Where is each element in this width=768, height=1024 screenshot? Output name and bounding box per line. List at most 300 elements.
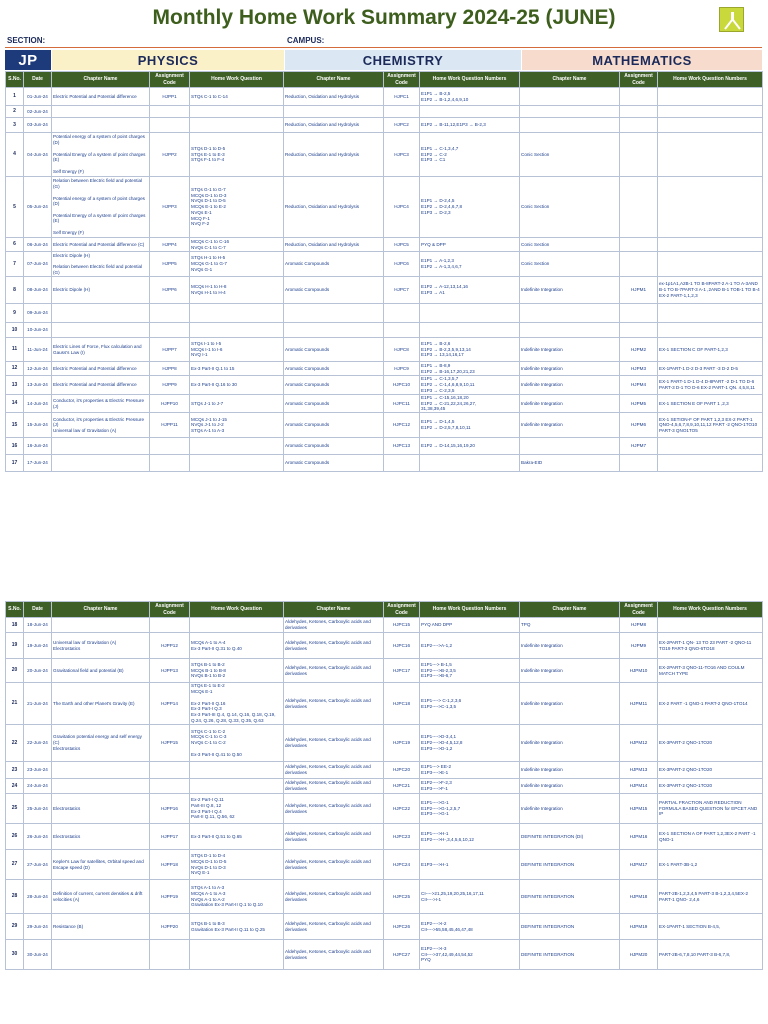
chemistry-code: HJPC26 xyxy=(384,914,420,940)
math-code: HJPM5 xyxy=(620,395,658,413)
chemistry-chapter xyxy=(284,323,384,338)
math-code: HJPM7 xyxy=(620,438,658,455)
math-homework: EX-2PART-1 QN- 13 TO 23 PART -2 QNO-11 TO19 PART-3 QNO-6TO18 xyxy=(658,633,763,659)
column-header: S.No. xyxy=(6,602,24,618)
math-homework: PARTIAL FRACTION AND REDUCTION FORMULA BASED QUESTION for EPCET AND IP xyxy=(658,794,763,824)
math-code: HJPM12 xyxy=(620,725,658,762)
column-header: Chapter Name xyxy=(284,72,384,88)
math-chapter: TPQ xyxy=(520,618,620,633)
table-row xyxy=(6,395,763,413)
math-homework: PART-2B-1,2,3,4,5 PART-3 B-1,2,3,4,5EX-2 PART-1 QNO- 2,4,6 xyxy=(658,880,763,914)
serial-number: 1 xyxy=(6,88,24,106)
chemistry-code: HJPC23 xyxy=(384,824,420,850)
chemistry-chapter: Aromatic Compounds xyxy=(284,395,384,413)
date-cell: 08-Jun-24 xyxy=(24,277,52,304)
page-title: Monthly Home Work Summary 2024-25 (JUNE) xyxy=(152,6,616,29)
column-header: Date xyxy=(24,72,52,88)
serial-number: 5 xyxy=(6,177,24,238)
physics-code: HJPP5 xyxy=(150,252,190,277)
chemistry-code: HJPC24 xyxy=(384,850,420,880)
physics-chapter: Electric Potential and Potential difference xyxy=(52,88,150,106)
math-homework xyxy=(658,88,763,106)
serial-number: 30 xyxy=(6,940,24,970)
physics-chapter xyxy=(52,762,150,779)
serial-number: 16 xyxy=(6,438,24,455)
table-row xyxy=(6,376,763,395)
table-row xyxy=(6,177,763,238)
serial-number: 22 xyxy=(6,725,24,762)
physics-homework xyxy=(190,323,284,338)
column-header: Date xyxy=(24,602,52,618)
serial-number: 12 xyxy=(6,362,24,376)
chemistry-homework: E1P2 → A-12,13,14,16 E1P3 → A1 xyxy=(420,277,520,304)
physics-chapter xyxy=(52,323,150,338)
physics-code: HJPP13 xyxy=(150,659,190,683)
chemistry-code: HJPC20 xyxy=(384,762,420,779)
serial-number: 9 xyxy=(6,304,24,323)
table-header-row xyxy=(6,602,763,618)
physics-homework: MCQs H-1 to H-8 NVQs H-1 to H-4 xyxy=(190,277,284,304)
column-header: Home Work Question Numbers xyxy=(658,602,763,618)
chemistry-code: HJPC2 xyxy=(384,118,420,133)
chemistry-chapter: Aldehydes, Ketones, Carboxylic acids and derivatives xyxy=(284,914,384,940)
date-cell: 23-Jun-24 xyxy=(24,762,52,779)
date-cell: 21-Jun-24 xyxy=(24,683,52,725)
math-code: HJPM13 xyxy=(620,762,658,779)
math-homework: EX-3PART-2 QNO-1TO20 xyxy=(658,725,763,762)
date-cell: 03-Jun-24 xyxy=(24,118,52,133)
math-code: HJPM18 xyxy=(620,880,658,914)
date-cell: 09-Jun-24 xyxy=(24,304,52,323)
chemistry-code: HJPC3 xyxy=(384,133,420,177)
chemistry-homework: E1P1 → C-1,3,5,7 E1P2 → C-1,4,6,8,9,10,11 E1P3 → C-2,3,5 xyxy=(420,376,520,395)
chemistry-homework: E1P1---->D-3,4,1 E1P2---->D-4,5,12,8 E1P3---->D-1,2 xyxy=(420,725,520,762)
chemistry-homework: CI---->21,25,19,20,25,16,17,11 CII---->I-1 xyxy=(420,880,520,914)
chemistry-homework xyxy=(420,304,520,323)
serial-number: 4 xyxy=(6,133,24,177)
jp-badge: JP xyxy=(5,50,51,70)
math-code: HJPM17 xyxy=(620,850,658,880)
chemistry-code: HJPC16 xyxy=(384,633,420,659)
date-cell: 16-Jun-24 xyxy=(24,438,52,455)
chemistry-chapter: Aldehydes, Ketones, Carboxylic acids and derivatives xyxy=(284,725,384,762)
column-header: Assignment Code xyxy=(384,602,420,618)
table-row xyxy=(6,238,763,252)
math-chapter: DEFINITE INTEGRATION xyxy=(520,880,620,914)
math-code xyxy=(620,304,658,323)
physics-code: HJPP14 xyxy=(150,683,190,725)
serial-number: 10 xyxy=(6,323,24,338)
math-code xyxy=(620,133,658,177)
chemistry-chapter: Aldehydes, Ketones, Carboxylic acids and derivatives xyxy=(284,618,384,633)
math-chapter: Indefinite Integration xyxy=(520,395,620,413)
chemistry-chapter: Reduction, Oxidation and Hydrolysis xyxy=(284,238,384,252)
math-code xyxy=(620,252,658,277)
chemistry-code xyxy=(384,323,420,338)
chemistry-chapter: Aldehydes, Ketones, Carboxylic acids and derivatives xyxy=(284,633,384,659)
chemistry-code: HJPC25 xyxy=(384,880,420,914)
math-homework: PART-2B-6,7,8,10 PART-3 B-6,7,8, xyxy=(658,940,763,970)
date-cell: 10-Jun-24 xyxy=(24,323,52,338)
physics-chapter xyxy=(52,106,150,118)
math-code: HJPM8 xyxy=(620,618,658,633)
math-chapter: Indefinite Integration xyxy=(520,762,620,779)
chemistry-homework: E1P1 → B-2,5 E1P2 → B-1,2,4,6,9,10 xyxy=(420,88,520,106)
date-cell: 11-Jun-24 xyxy=(24,338,52,362)
table-row xyxy=(6,633,763,659)
physics-code xyxy=(150,455,190,472)
table-row xyxy=(6,413,763,438)
table-row xyxy=(6,794,763,824)
table-row xyxy=(6,362,763,376)
physics-homework: Ex-2 Part-I Q.11 Part-III Q.8, 12 Ex-3 Part-I Q.4 Part-II Q.11, Q.56, 62 xyxy=(190,794,284,824)
physics-homework: Ex-3 Part-II Q.16 to 30 xyxy=(190,376,284,395)
table-header-row xyxy=(6,72,763,88)
math-homework xyxy=(658,438,763,455)
serial-number: 23 xyxy=(6,762,24,779)
chemistry-chapter xyxy=(284,304,384,323)
serial-number: 18 xyxy=(6,618,24,633)
physics-code: HJPP6 xyxy=(150,277,190,304)
physics-homework xyxy=(190,118,284,133)
chemistry-chapter: Reduction, Oxidation and Hydrolysis xyxy=(284,133,384,177)
physics-code: HJPP1 xyxy=(150,88,190,106)
table-row xyxy=(6,850,763,880)
math-homework: EX-2 PART -1 QNO-1 PART-2 QNO-1TO14 xyxy=(658,683,763,725)
column-header: Assignment Code xyxy=(150,602,190,618)
serial-number: 15 xyxy=(6,413,24,438)
chemistry-homework: E1P1 → D-2,4,5 E1P2 → D-2,4,6,7,8 E1P3 → D-2,3 xyxy=(420,177,520,238)
physics-homework xyxy=(190,762,284,779)
table-row xyxy=(6,118,763,133)
physics-chapter: Kepler's Law for satellites, Orbital speed and Escape speed (D) xyxy=(52,850,150,880)
chemistry-homework: E1P1 → B-2,6 E1P2 → B-2,3,5,9,13,14 E1P3 → 13,14,16,17 xyxy=(420,338,520,362)
math-chapter: Conic Section xyxy=(520,133,620,177)
date-cell: 27-Jun-24 xyxy=(24,850,52,880)
serial-number: 28 xyxy=(6,880,24,914)
chemistry-chapter: Aldehydes, Ketones, Carboxylic acids and derivatives xyxy=(284,683,384,725)
table-row xyxy=(6,725,763,762)
physics-chapter: Electrostatics xyxy=(52,794,150,824)
column-header: Assignment Code xyxy=(620,72,658,88)
chemistry-code: HJPC10 xyxy=(384,376,420,395)
physics-chapter xyxy=(52,940,150,970)
math-chapter: Indefinite Integration xyxy=(520,725,620,762)
chemistry-code: HJPC27 xyxy=(384,940,420,970)
physics-code: HJPP8 xyxy=(150,362,190,376)
column-header: Home Work Question Numbers xyxy=(658,72,763,88)
math-chapter xyxy=(520,118,620,133)
physics-homework xyxy=(190,940,284,970)
physics-homework: STQs E-1 to E-2 MCQs E-1 Ex-2 Part-II Q.16 Ex-3 Part-I Q.3 Ex-3 Part-III Q.4, Q.14, Q.16, Q.18, Q.19, Q.24, Q.26, Q.28, Q.33, Q.35, Q.63 xyxy=(190,683,284,725)
chemistry-code: HJPC17 xyxy=(384,659,420,683)
math-homework: EX-2PART-3 QNO-11-TO16 AND COULM MATCH TYPE xyxy=(658,659,763,683)
chemistry-homework: PYQ & DPP xyxy=(420,238,520,252)
serial-number: 20 xyxy=(6,659,24,683)
chemistry-code: HJPC15 xyxy=(384,618,420,633)
serial-number: 26 xyxy=(6,824,24,850)
chemistry-code: HJPC19 xyxy=(384,725,420,762)
physics-homework: STQs B-1 to B-2 MCQs B-1 to B-8 NVQs B-1 to B-2 xyxy=(190,659,284,683)
table-row xyxy=(6,106,763,118)
math-chapter xyxy=(520,106,620,118)
physics-code xyxy=(150,779,190,794)
subject-header-row xyxy=(5,50,762,70)
chemistry-code: HJPC21 xyxy=(384,779,420,794)
date-cell: 26-Jun-24 xyxy=(24,824,52,850)
column-header: S.No. xyxy=(6,72,24,88)
chemistry-homework: E1P1---> EE-2 E1P3---->E-1 xyxy=(420,762,520,779)
chemistry-chapter: Aldehydes, Ketones, Carboxylic acids and derivatives xyxy=(284,880,384,914)
math-chapter: Indefinite Integration xyxy=(520,633,620,659)
column-header: Home Work Question xyxy=(190,72,284,88)
chemistry-chapter: Aldehydes, Ketones, Carboxylic acids and derivatives xyxy=(284,850,384,880)
math-homework: ex-1p1A1,A2B-1 TO B-8PART-2 A-1 TO A-3AND B-1 TO B-7PART-3 A-1 ,2AND B-1 TOB-1 TO B-4 EX-2 PART-1,1,2,3 xyxy=(658,277,763,304)
math-homework: EX-1 PART-3B-1,2 xyxy=(658,850,763,880)
chemistry-homework: E1P1 → A-1,2,3 E1P2 → A-1,3,4,6,7 xyxy=(420,252,520,277)
physics-homework: STQs A-1 to A-3 MCQs A-1 to A-3 NVQs A-1 to A-2 Gravitation Ex-3 Part-II Q.1 to Q.10 xyxy=(190,880,284,914)
physics-chapter: Electric Dipole (H) xyxy=(52,277,150,304)
date-cell: 12-Jun-24 xyxy=(24,362,52,376)
chemistry-chapter: Aldehydes, Ketones, Carboxylic acids and derivatives xyxy=(284,779,384,794)
math-homework xyxy=(658,252,763,277)
column-header: Home Work Question xyxy=(190,602,284,618)
math-chapter xyxy=(520,438,620,455)
table-row xyxy=(6,252,763,277)
math-homework xyxy=(658,118,763,133)
column-header: Assignment Code xyxy=(620,602,658,618)
table-row xyxy=(6,304,763,323)
physics-chapter: Gravitational field and potential (B) xyxy=(52,659,150,683)
chemistry-heading: CHEMISTRY xyxy=(285,50,521,70)
chemistry-code: HJPC18 xyxy=(384,683,420,725)
physics-code: HJPP12 xyxy=(150,633,190,659)
chemistry-chapter: Aldehydes, Ketones, Carboxylic acids and derivatives xyxy=(284,940,384,970)
chemistry-chapter xyxy=(284,106,384,118)
table-row xyxy=(6,133,763,177)
physics-chapter xyxy=(52,118,150,133)
physics-chapter xyxy=(52,438,150,455)
physics-code xyxy=(150,118,190,133)
campus-label: CAMPUS: xyxy=(287,36,325,45)
serial-number: 11 xyxy=(6,338,24,362)
math-chapter: Conic Section xyxy=(520,177,620,238)
serial-number: 29 xyxy=(6,914,24,940)
serial-number: 7 xyxy=(6,252,24,277)
math-homework xyxy=(658,238,763,252)
math-homework xyxy=(658,133,763,177)
chemistry-homework: E1P3---->H-1 xyxy=(420,850,520,880)
date-cell: 06-Jun-24 xyxy=(24,238,52,252)
physics-homework xyxy=(190,455,284,472)
chemistry-chapter: Aldehydes, Ketones, Carboxylic acids and derivatives xyxy=(284,762,384,779)
physics-code xyxy=(150,323,190,338)
math-code xyxy=(620,455,658,472)
physics-chapter: Electric Potential and Potential difference xyxy=(52,362,150,376)
math-homework: EX-1 PART-1 D-1 D-4 D-8PART -2 D-1 TO D-6 PART-3 D-1 TO D-6 EX-2 PART-1 QN. 4,5,8,11 xyxy=(658,376,763,395)
date-cell: 22-Jun-24 xyxy=(24,725,52,762)
physics-homework: STQs C-1 to C-2 MCQs C-1 to C-3 NVQs C-1 to C-2 Ex-3 Part-II Q.41 to Q.50 xyxy=(190,725,284,762)
date-cell: 25-Jun-24 xyxy=(24,794,52,824)
homework-table-part2 xyxy=(5,601,763,970)
table-row xyxy=(6,618,763,633)
chemistry-chapter: Aromatic Compounds xyxy=(284,362,384,376)
column-header: Assignment Code xyxy=(384,72,420,88)
math-code: HJPM11 xyxy=(620,683,658,725)
math-chapter: DEFINITE INTEGRATION xyxy=(520,914,620,940)
chemistry-code: HJPC6 xyxy=(384,252,420,277)
physics-code xyxy=(150,304,190,323)
chemistry-chapter: Aldehydes, Ketones, Carboxylic acids and derivatives xyxy=(284,659,384,683)
date-cell: 15-Jun-24 xyxy=(24,413,52,438)
math-homework: EX-1 SETION-F OF PART 1,2,3 EX-2 PART-1 QNO-4,5,6,7,8,9,10,11,12 PART -2 QNO-1TO10 PART-3 QNO1TO5 xyxy=(658,413,763,438)
math-code: HJPM9 xyxy=(620,633,658,659)
date-cell: 13-Jun-24 xyxy=(24,376,52,395)
physics-code xyxy=(150,762,190,779)
physics-code: HJPP10 xyxy=(150,395,190,413)
physics-code: HJPP16 xyxy=(150,794,190,824)
chemistry-chapter: Aldehydes, Ketones, Carboxylic acids and derivatives xyxy=(284,794,384,824)
physics-code: HJPP9 xyxy=(150,376,190,395)
table-row xyxy=(6,88,763,106)
date-cell: 14-Jun-24 xyxy=(24,395,52,413)
date-cell: 05-Jun-24 xyxy=(24,177,52,238)
date-cell: 20-Jun-24 xyxy=(24,659,52,683)
math-code xyxy=(620,323,658,338)
chemistry-chapter: Reduction, Oxidation and Hydrolysis xyxy=(284,88,384,106)
chemistry-chapter: Aldehydes, Ketones, Carboxylic acids and derivatives xyxy=(284,824,384,850)
physics-code: HJPP11 xyxy=(150,413,190,438)
math-chapter xyxy=(520,304,620,323)
institute-logo-icon xyxy=(719,7,744,32)
physics-code: HJPP7 xyxy=(150,338,190,362)
table-row xyxy=(6,779,763,794)
chemistry-code: HJPC12 xyxy=(384,413,420,438)
date-cell: 29-Jun-24 xyxy=(24,914,52,940)
serial-number: 3 xyxy=(6,118,24,133)
date-cell: 24-Jun-24 xyxy=(24,779,52,794)
column-header: Assignment Code xyxy=(150,72,190,88)
physics-homework xyxy=(190,438,284,455)
chemistry-homework: E1P1 → C-1,3,4,7 E1P2 → C-2 E1P3 → C1 xyxy=(420,133,520,177)
chemistry-code: HJPC22 xyxy=(384,794,420,824)
date-cell: 01-Jun-24 xyxy=(24,88,52,106)
serial-number: 25 xyxy=(6,794,24,824)
physics-homework: STQs D-1 to D-4 MCQs D-1 to D-5 NVQs D-1 to D-3 NVQ E-1 xyxy=(190,850,284,880)
chemistry-code: HJPC8 xyxy=(384,338,420,362)
math-homework: EX-1PART-1 D-2 D-3 PART -3 D-2 D-5 xyxy=(658,362,763,376)
physics-chapter: Conductor, it's properties & Electric Pressure (J) Universal law of Gravitation (A) xyxy=(52,413,150,438)
math-chapter xyxy=(520,323,620,338)
physics-homework xyxy=(190,304,284,323)
physics-chapter: Universal law of Gravitation (A) Electrostatics xyxy=(52,633,150,659)
section-campus-bar xyxy=(5,35,762,48)
math-homework: EX-1PART-1 SECTION B-4,5, xyxy=(658,914,763,940)
physics-chapter: Electric Potential and Potential difference xyxy=(52,376,150,395)
physics-code: HJPP4 xyxy=(150,238,190,252)
physics-heading: PHYSICS xyxy=(52,50,284,70)
serial-number: 2 xyxy=(6,106,24,118)
math-code: HJPM3 xyxy=(620,362,658,376)
serial-number: 21 xyxy=(6,683,24,725)
chemistry-code xyxy=(384,455,420,472)
physics-chapter: Potential energy of a system of point charges (D) Potential Energy of a system of point charges (E) Self Energy (F) xyxy=(52,133,150,177)
physics-chapter: Resistance (B) xyxy=(52,914,150,940)
math-code xyxy=(620,177,658,238)
math-chapter: Indefinite Integration xyxy=(520,794,620,824)
math-homework xyxy=(658,455,763,472)
math-chapter: Indefinite Integration xyxy=(520,376,620,395)
physics-homework xyxy=(190,106,284,118)
column-header: Home Work Question Numbers xyxy=(420,602,520,618)
chemistry-chapter: Aromatic Compounds xyxy=(284,455,384,472)
section-label: SECTION: xyxy=(7,36,46,45)
table-row xyxy=(6,338,763,362)
column-header: Chapter Name xyxy=(284,602,384,618)
math-chapter: DEFINITE INTEGRATION (DI) xyxy=(520,824,620,850)
math-chapter: Indefinite Integration xyxy=(520,338,620,362)
chemistry-homework: E1P1---->G-1 E1P2---->G-1,2,5,7 E1P3---->G-1 xyxy=(420,794,520,824)
physics-chapter: Definition of current, current densities & drift velocities (A) xyxy=(52,880,150,914)
physics-code xyxy=(150,106,190,118)
chemistry-homework: E1P1 → C-15,16,18,20 E1P2 → C-21,22,24,26,27, 31,38,39,45 xyxy=(420,395,520,413)
table-row xyxy=(6,659,763,683)
chemistry-chapter: Aromatic Compounds xyxy=(284,252,384,277)
math-code: HJPM19 xyxy=(620,914,658,940)
chemistry-code xyxy=(384,304,420,323)
physics-homework: STQs B-1 to B-3 Gravitation Ex-3 Part-II Q.11 to Q.25 xyxy=(190,914,284,940)
math-code: HJPM20 xyxy=(620,940,658,970)
physics-homework: STQs C-1 to C-14 xyxy=(190,88,284,106)
table-row xyxy=(6,940,763,970)
math-chapter: Conic Section xyxy=(520,252,620,277)
column-header: Home Work Question Numbers xyxy=(420,72,520,88)
chemistry-code: HJPC11 xyxy=(384,395,420,413)
chemistry-homework: E1P2 → B-11,12,E1P3 → B-2,3 xyxy=(420,118,520,133)
serial-number: 17 xyxy=(6,455,24,472)
table-row xyxy=(6,323,763,338)
math-homework xyxy=(658,304,763,323)
mathematics-heading: MATHEMATICS xyxy=(522,50,762,70)
physics-homework: Ex-3 Part-II Q.51 to Q.65 xyxy=(190,824,284,850)
serial-number: 27 xyxy=(6,850,24,880)
physics-code: HJPP18 xyxy=(150,850,190,880)
math-code xyxy=(620,88,658,106)
physics-homework: MCQs A-1 to A-4 Ex-3 Part-II Q.31 to Q.40 xyxy=(190,633,284,659)
math-code xyxy=(620,238,658,252)
serial-number: 24 xyxy=(6,779,24,794)
physics-chapter: Electrostatics xyxy=(52,824,150,850)
chemistry-homework xyxy=(420,106,520,118)
math-chapter: Indefinite Integration xyxy=(520,659,620,683)
math-homework: EX-1 SECTION C OF PART-1,2,3 xyxy=(658,338,763,362)
physics-code: HJPP20 xyxy=(150,914,190,940)
chemistry-homework: E1P1 → D-1,4,5 E1P2 → D-2,5,7,8,10,11 xyxy=(420,413,520,438)
homework-table-part1 xyxy=(5,71,763,472)
physics-chapter xyxy=(52,455,150,472)
math-chapter: Indefinite Integration xyxy=(520,413,620,438)
physics-code xyxy=(150,438,190,455)
physics-code: HJPP2 xyxy=(150,133,190,177)
date-cell: 17-Jun-24 xyxy=(24,455,52,472)
math-code: HJPM16 xyxy=(620,824,658,850)
table-row xyxy=(6,683,763,725)
chemistry-homework: E1P2---->I-3 CII---->37,42,49,44,54,52 PYQ xyxy=(420,940,520,970)
math-chapter: DEFINITE INTEGRATION xyxy=(520,850,620,880)
math-chapter: DEFINITE INTEGRATION xyxy=(520,940,620,970)
chemistry-homework xyxy=(420,455,520,472)
table-row xyxy=(6,277,763,304)
